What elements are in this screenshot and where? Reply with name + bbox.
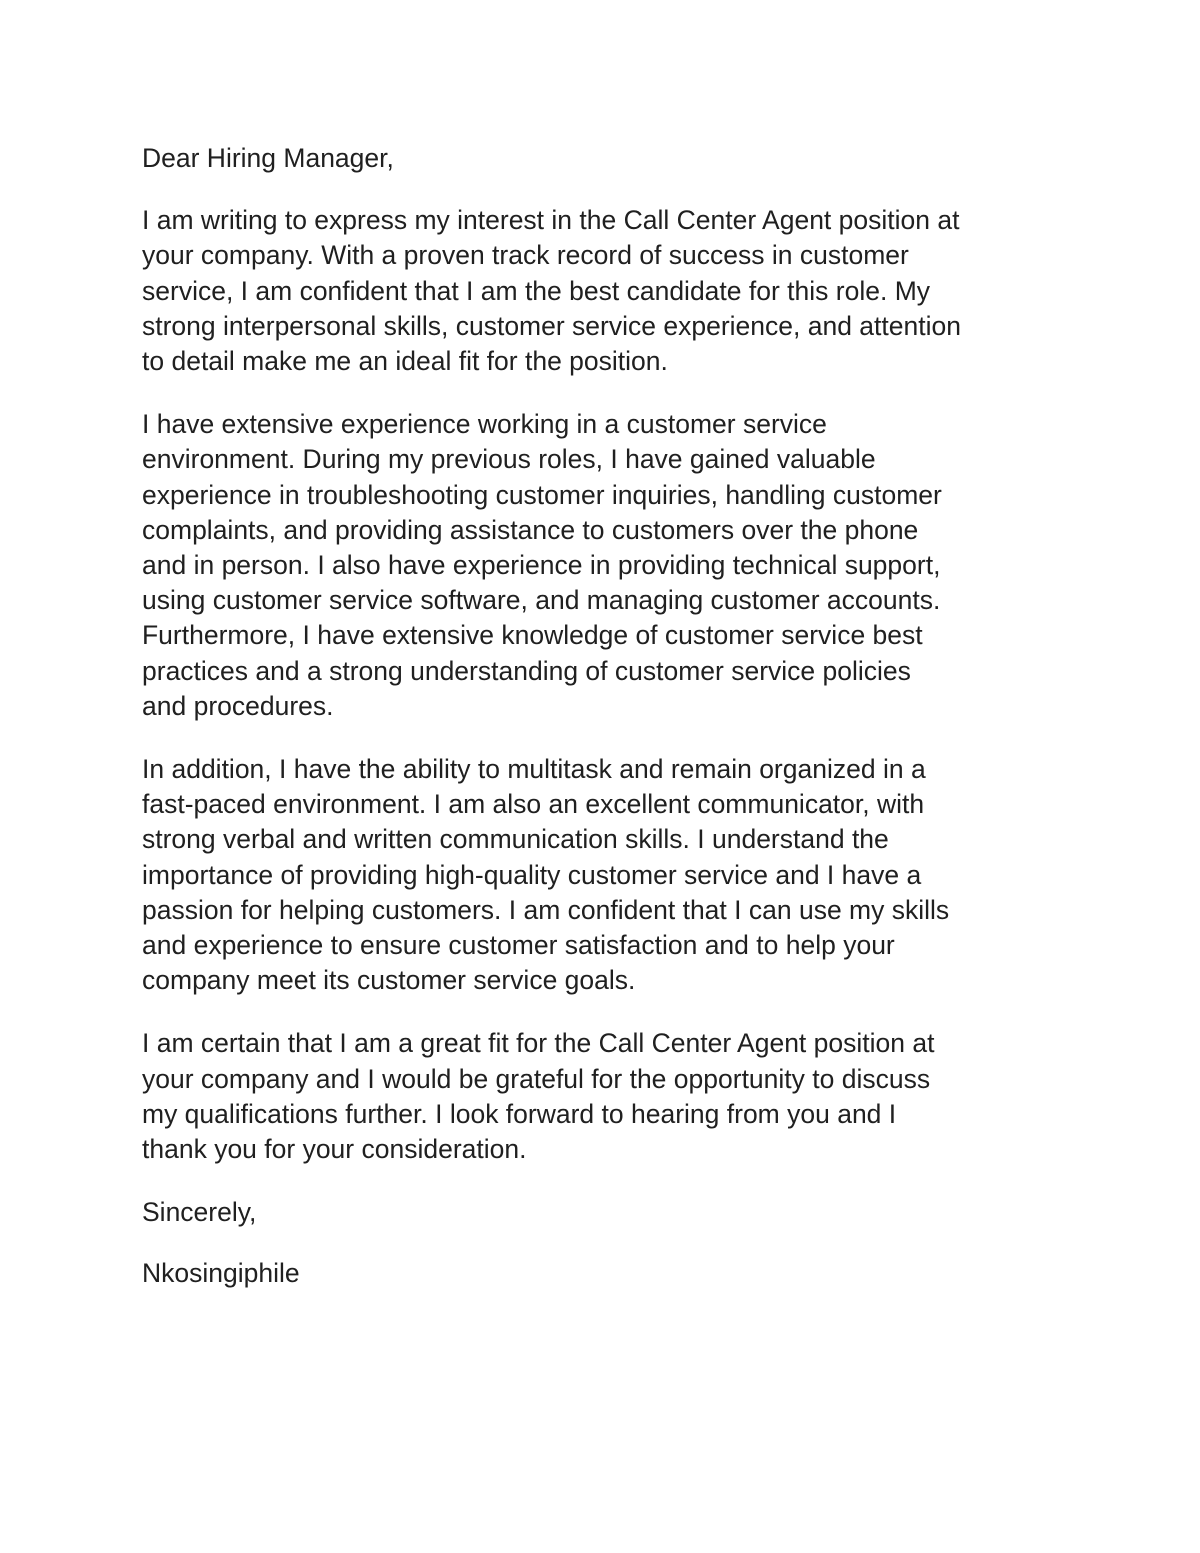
closing: Sincerely,	[142, 1197, 257, 1228]
signature-name: Nkosingiphile	[142, 1258, 300, 1289]
body-paragraph-1: I am writing to express my interest in the Call Center Agent position at your company. With a proven track record of success in customer service, I am confident that I am the best candidate for this role. My strong interpersonal skills, customer service experience, and attention to detail make me an ideal fit for the position.	[142, 205, 961, 377]
salutation: Dear Hiring Manager,	[142, 143, 394, 173]
body-paragraph-4: I am certain that I am a great fit for the Call Center Agent position at your company and I would be grateful for the opportunity to discuss my qualifications further. I look forward to hearing from you and I thank you for your consideration.	[142, 1028, 935, 1165]
cover-letter	[142, 141, 1060, 1292]
body-paragraph-3: In addition, I have the ability to multitask and remain organized in a fast-paced environment. I am also an excellent communicator, with strong verbal and written communication skills. I understand the importance of providing high-quality customer service and I have a passion for helping customers. I am confident that I can use my skills and experience to ensure customer satisfaction and to help your company meet its customer service goals.	[142, 754, 950, 996]
body-paragraph-2: I have extensive experience working in a customer service environment. During my previous roles, I have gained valuable experience in troubleshooting customer inquiries, handling customer complaints, and providing assistance to customers over the phone and in person. I also have experience in providing technical support, using customer service software, and managing customer accounts. Furthermore, I have extensive knowledge of customer service best practices and a strong understanding of customer service policies and procedures.	[142, 409, 942, 721]
